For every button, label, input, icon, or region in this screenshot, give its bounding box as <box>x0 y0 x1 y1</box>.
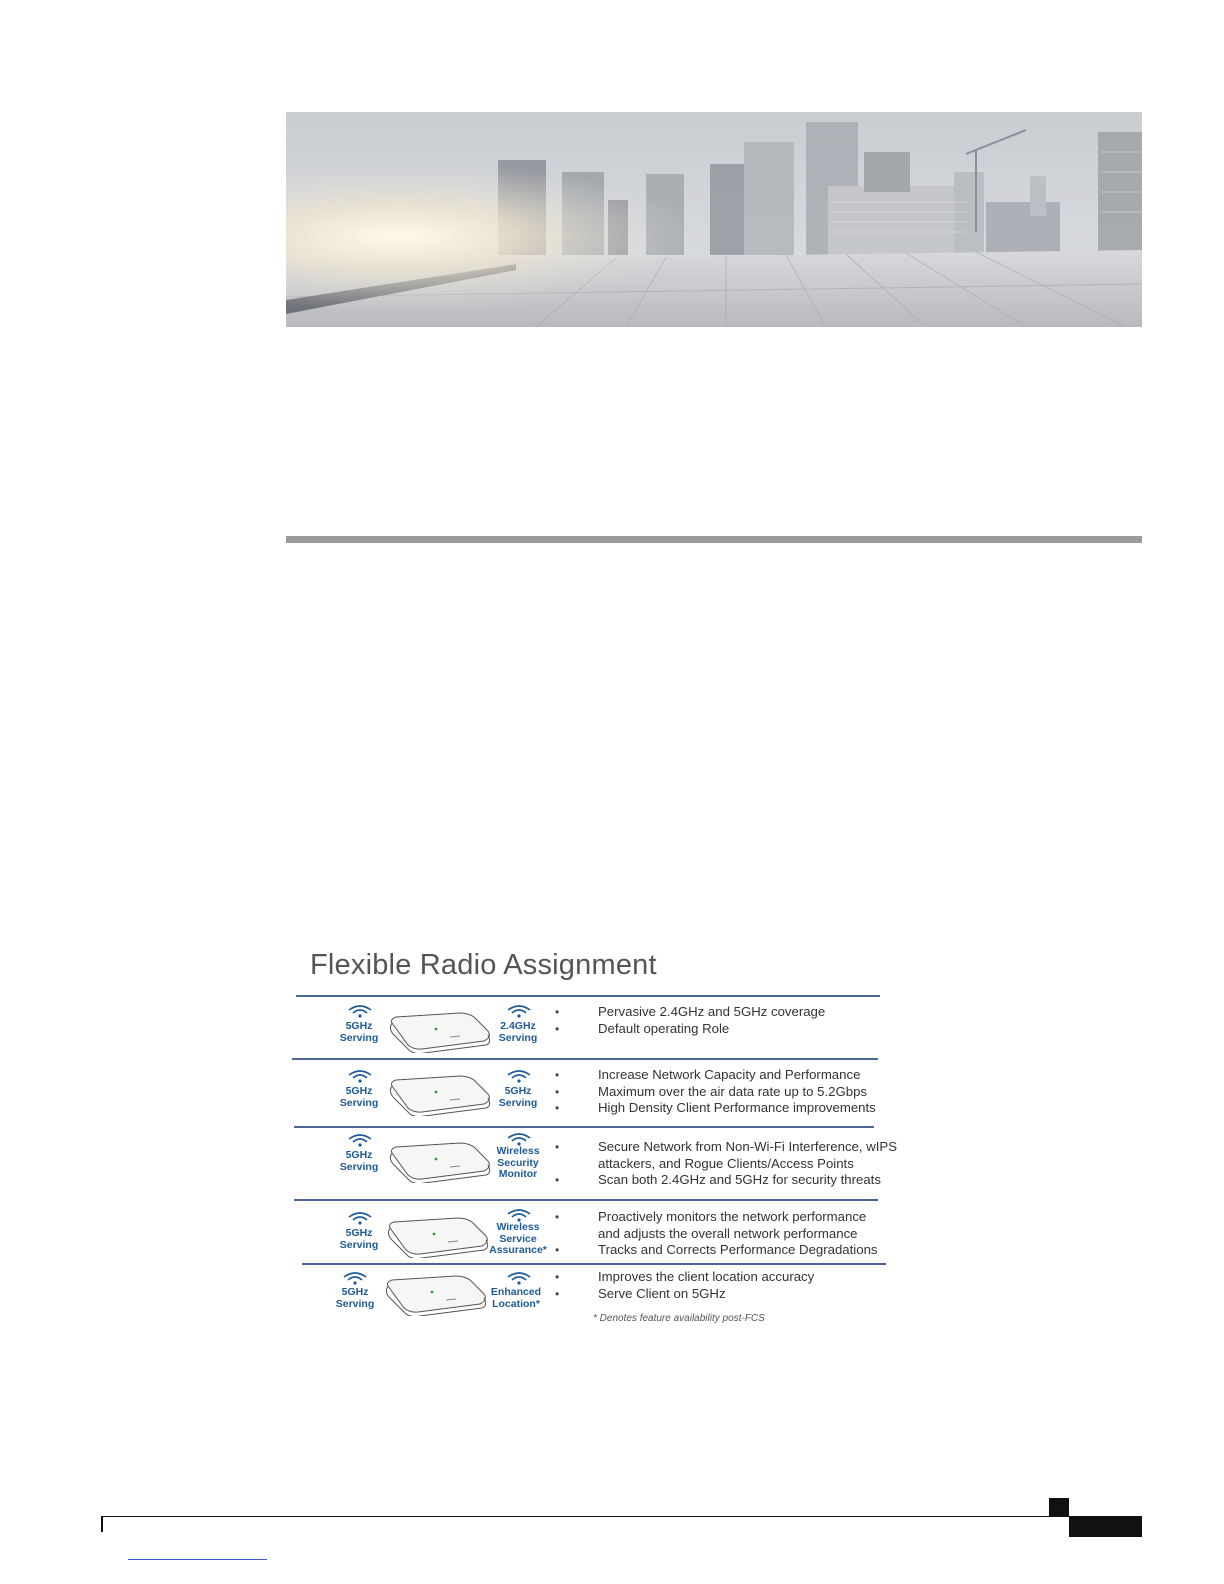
left-band-label: 5GHz Serving <box>339 1085 379 1109</box>
footer-rule <box>102 1516 1142 1517</box>
wifi-icon <box>342 1271 368 1285</box>
list-item: • Serve Client on 5GHz <box>555 1285 726 1301</box>
list-item: • Tracks and Corrects Performance Degradations <box>555 1242 878 1258</box>
access-point-icon <box>382 1139 494 1183</box>
row-divider <box>302 1263 886 1265</box>
feature-list <box>550 1209 878 1259</box>
list-item: • Increase Network Capacity and Performance <box>555 1067 861 1082</box>
wifi-icon <box>506 1208 532 1222</box>
access-point-icon <box>378 1272 490 1316</box>
header-banner-image <box>286 112 1142 327</box>
list-item: attackers, and Rogue Clients/Access Points <box>598 1155 854 1171</box>
row-divider <box>294 1199 878 1201</box>
feature-list <box>550 1269 814 1302</box>
list-item: • Improves the client location accuracy <box>555 1269 815 1284</box>
right-band-label: 2.4GHz Serving <box>498 1020 538 1044</box>
list-item: and adjusts the overall network performance <box>598 1225 858 1241</box>
list-item: • Proactively monitors the network performance <box>555 1209 867 1224</box>
access-point-icon <box>380 1214 492 1258</box>
title-rule <box>286 536 1142 543</box>
left-band-label: 5GHz Serving <box>335 1286 375 1310</box>
wifi-icon <box>506 1004 532 1018</box>
figure-title: Flexible Radio Assignment <box>310 949 657 981</box>
list-item: • Pervasive 2.4GHz and 5GHz coverage <box>555 1004 826 1019</box>
right-band-label: Enhanced Location* <box>490 1286 542 1310</box>
wifi-icon <box>347 1211 373 1225</box>
wifi-icon <box>347 1004 373 1018</box>
list-item: • High Density Client Performance improvements <box>555 1100 876 1116</box>
left-band-label: 5GHz Serving <box>339 1149 379 1173</box>
right-band-label: 5GHz Serving <box>498 1085 538 1109</box>
row-divider <box>294 1126 874 1128</box>
wifi-icon <box>506 1271 532 1285</box>
footer-left-tick <box>101 1516 103 1532</box>
row-divider <box>296 995 880 997</box>
wifi-icon <box>347 1069 373 1083</box>
feature-list <box>550 1067 876 1117</box>
list-item: • Maximum over the air data rate up to 5.2Gbps <box>555 1083 868 1099</box>
right-band-label: Wireless Service Assurance* <box>489 1221 547 1256</box>
figure-footnote: * Denotes feature availability post-FCS <box>593 1313 765 1324</box>
list-item: • Scan both 2.4GHz and 5GHz for security threats <box>555 1172 881 1188</box>
flexible-radio-assignment-figure <box>292 946 932 1336</box>
page-marker-box <box>1049 1498 1069 1516</box>
access-point-icon <box>382 1072 494 1116</box>
left-band-label: 5GHz Serving <box>339 1227 379 1251</box>
wifi-icon <box>506 1132 532 1146</box>
page-number-tab <box>1069 1517 1142 1537</box>
feature-list <box>550 1139 897 1189</box>
feature-list <box>550 1004 825 1037</box>
footer-link-underline[interactable] <box>128 1559 267 1560</box>
list-item: • Secure Network from Non-Wi-Fi Interference, wIPS <box>555 1139 897 1154</box>
access-point-icon <box>382 1009 494 1053</box>
wifi-icon <box>347 1133 373 1147</box>
list-item: • Default operating Role <box>555 1020 730 1036</box>
left-band-label: 5GHz Serving <box>339 1020 379 1044</box>
wifi-icon <box>506 1069 532 1083</box>
right-band-label: Wireless Security Monitor <box>496 1145 540 1180</box>
row-divider <box>292 1058 878 1060</box>
